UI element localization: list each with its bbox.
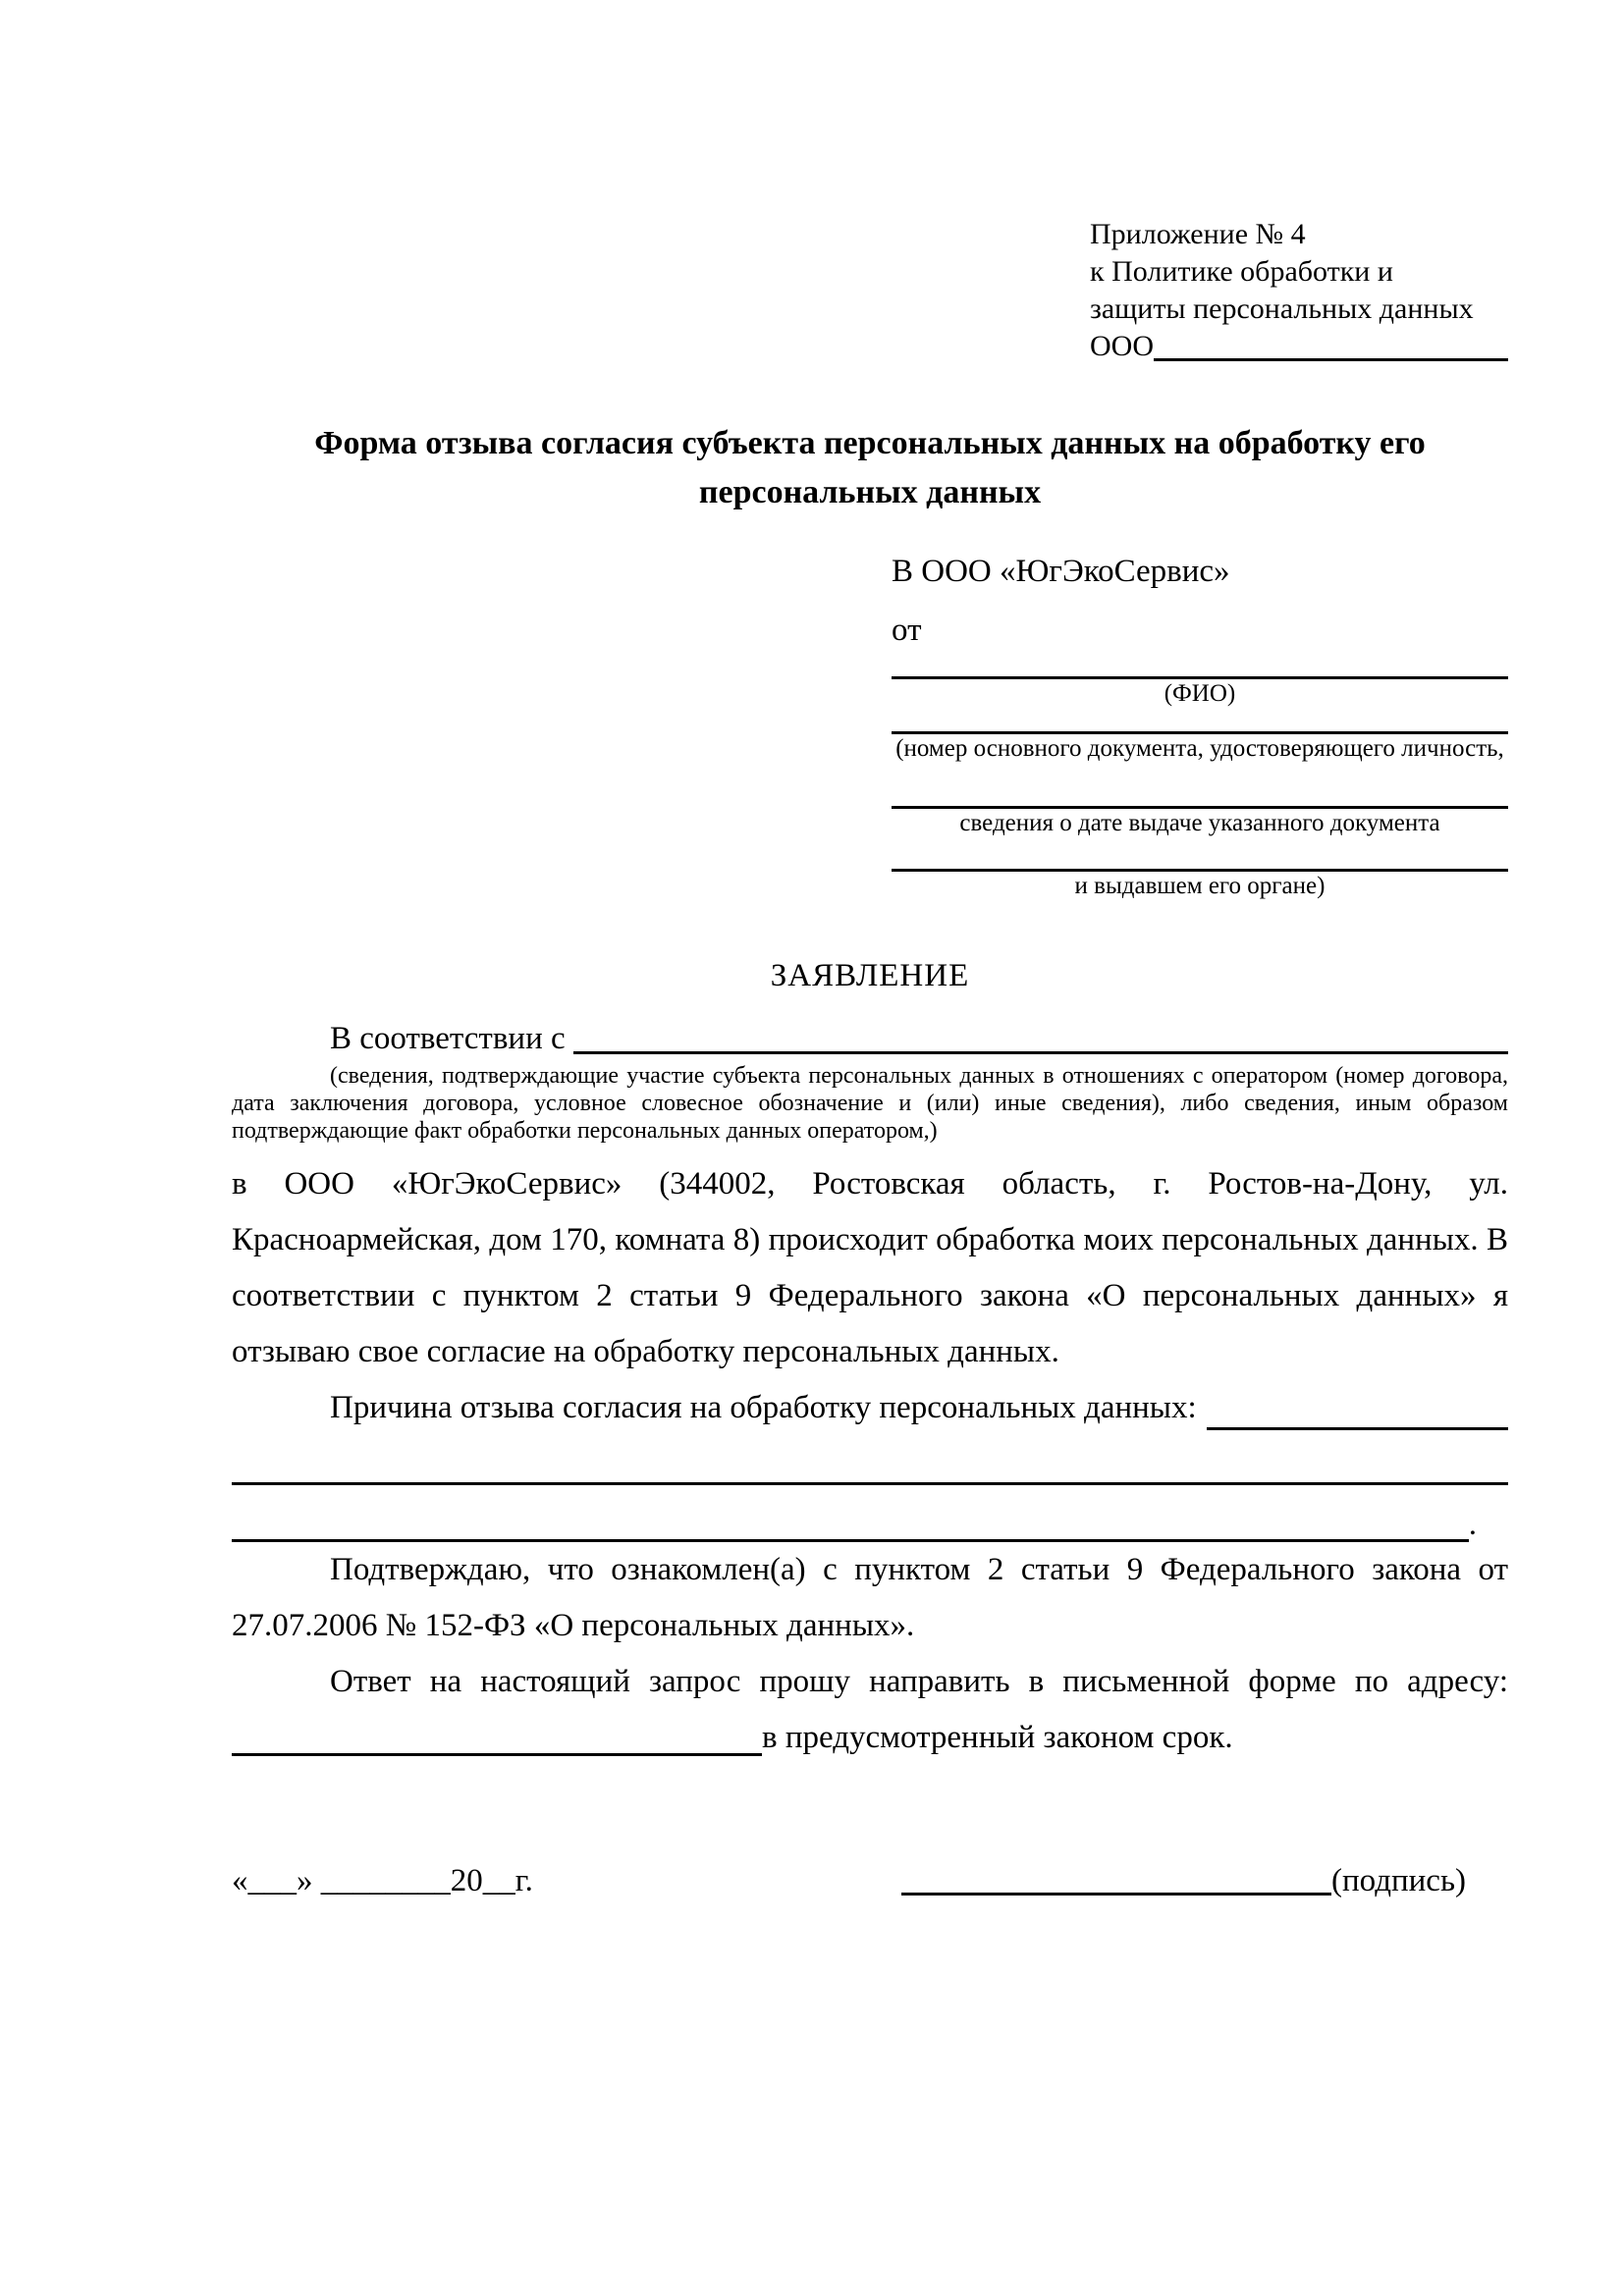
reason-blank-line-2 — [232, 1436, 1508, 1485]
body-paragraph: в ООО «ЮгЭкоСервис» (344002, Ростовская область, г. Ростов-на-Дону, ул. Красноармейская, дом 170, комната 8) происходит обработка моих персональных данных. В соответствии с пунктом 2 статьи 9 Федерального закона «О персональных данных» я отзываю свое согласие на обработку персональных данных. — [232, 1166, 1508, 1369]
blank-field-line-issue-date — [892, 764, 1508, 809]
signature-caption: (подпись) — [1331, 1863, 1466, 1898]
reason-blank-line-1 — [1207, 1380, 1508, 1430]
ooo-prefix: ООО — [1090, 330, 1154, 362]
field-caption-document-number: (номер основного документа, удостоверяющего личность, — [895, 735, 1504, 762]
appendix-note-line-3: защиты персональных данных — [1090, 293, 1474, 325]
document-title: Форма отзыва согласия субъекта персональных данных на обработку его персональных данных — [314, 425, 1426, 510]
reply-request-line: Ответ на настоящий запрос прошу направить в письменной форме по адресу: — [330, 1664, 1508, 1699]
field-caption-issue-date: сведения о дате выдаче указанного документа — [959, 810, 1440, 836]
intro-blank-line — [573, 1017, 1508, 1054]
appendix-note-ooo-line — [1090, 328, 1508, 365]
date-line: «___» ________20__г. — [232, 1863, 533, 1898]
reason-line — [232, 1380, 1508, 1436]
appendix-note-line-2: к Политике обработки и — [1090, 255, 1393, 288]
blank-field-line-document-number — [892, 709, 1508, 734]
signature-group — [901, 1859, 1466, 1903]
signature-row — [232, 1859, 1508, 1903]
field-caption-fio: (ФИО) — [1164, 680, 1236, 707]
addressee-organization: В ООО «ЮгЭкоСервис» — [892, 554, 1230, 589]
fine-print-note: (сведения, подтверждающие участие субъекта персональных данных в отношениях с оператором (номер договора, дата заключения договора, условное словесное обозначение и (или) иные сведения), либо сведения, иным образом подтверждающие факт обработки персональных данных оператором,) — [232, 1063, 1508, 1144]
appendix-note — [1090, 216, 1508, 365]
intro-text: В соответствии с — [330, 1021, 566, 1056]
appendix-note-line-1: Приложение № 4 — [1090, 218, 1306, 250]
reason-blank-line-3-rule — [232, 1485, 1469, 1542]
signature-blank-line — [901, 1859, 1331, 1896]
addressee-block — [892, 552, 1508, 901]
blank-field-line-fio — [892, 650, 1508, 679]
confirmation-paragraph: Подтверждаю, что ознакомлен(а) с пунктом 2 статьи 9 Федерального закона от 27.07.2006 № 152-ФЗ «О персональных данных». — [232, 1552, 1508, 1643]
reason-blank-line-3 — [232, 1485, 1508, 1542]
reply-suffix: в предусмотренный законом срок. — [762, 1720, 1233, 1755]
field-caption-issuing-authority: и выдавшем его органе) — [1074, 873, 1326, 899]
reason-terminator: . — [1468, 1507, 1477, 1542]
reply-address-blank-line — [232, 1710, 762, 1756]
blank-field-line-issuing-authority — [892, 838, 1508, 872]
statement-heading: ЗАЯВЛЕНИЕ — [770, 958, 970, 993]
intro-line — [232, 1017, 1508, 1060]
reason-label: Причина отзыва согласия на обработку персональных данных: — [330, 1390, 1197, 1425]
ooo-blank-line — [1154, 328, 1508, 361]
reply-address-line — [232, 1710, 1508, 1766]
addressee-from-label: от — [892, 613, 922, 648]
